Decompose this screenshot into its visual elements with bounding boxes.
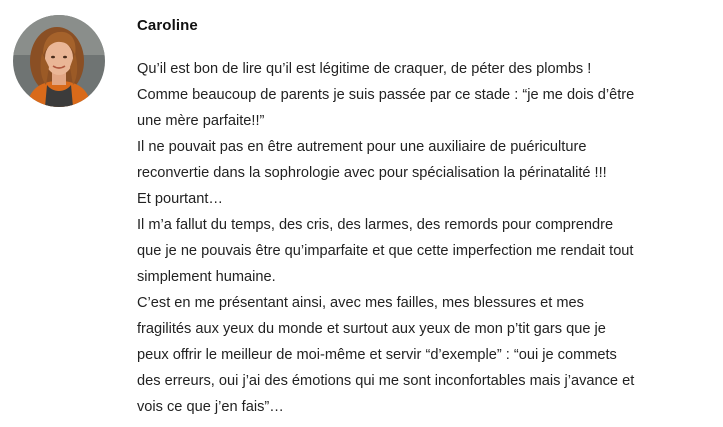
comment-line: C’est en me présentant ainsi, avec mes failles, mes blessures et mes [137, 295, 584, 311]
comment-line: Comme beaucoup de parents je suis passée par ce stade : “je me dois d’être [137, 87, 635, 103]
comment-line: simplement humaine. [137, 269, 276, 285]
comment-line: Il ne pouvait pas en être autrement pour une auxiliaire de puériculture [137, 139, 587, 155]
user-photo-icon [13, 15, 105, 107]
comment-line: Et pourtant… [137, 191, 223, 207]
comment-line: Qu’il est bon de lire qu’il est légitime de craquer, de péter des plombs ! [137, 61, 592, 77]
comment-line: peux offrir le meilleur de moi-même et servir “d’exemple” : “oui je commets [137, 347, 617, 363]
comment-line: que je ne pouvais être qu’imparfaite et que cette imperfection me rendait tout [137, 243, 634, 259]
comment-line: vois ce que j’en fais”… [137, 399, 284, 415]
comment-author: Caroline [137, 17, 198, 34]
avatar[interactable] [13, 15, 105, 107]
comment-body [137, 56, 717, 420]
comment-line: une mère parfaite!!” [137, 113, 265, 129]
comment-line: fragilités aux yeux du monde et surtout aux yeux de mon p’tit gars que je [137, 321, 606, 337]
comment-line: reconvertie dans la sophrologie avec pour spécialisation la périnatalité !!! [137, 165, 607, 181]
comment-line: des erreurs, oui j’ai des émotions qui me sont inconfortables mais j’avance et [137, 373, 635, 389]
comment-line: Il m’a fallut du temps, des cris, des larmes, des remords pour comprendre [137, 217, 614, 233]
